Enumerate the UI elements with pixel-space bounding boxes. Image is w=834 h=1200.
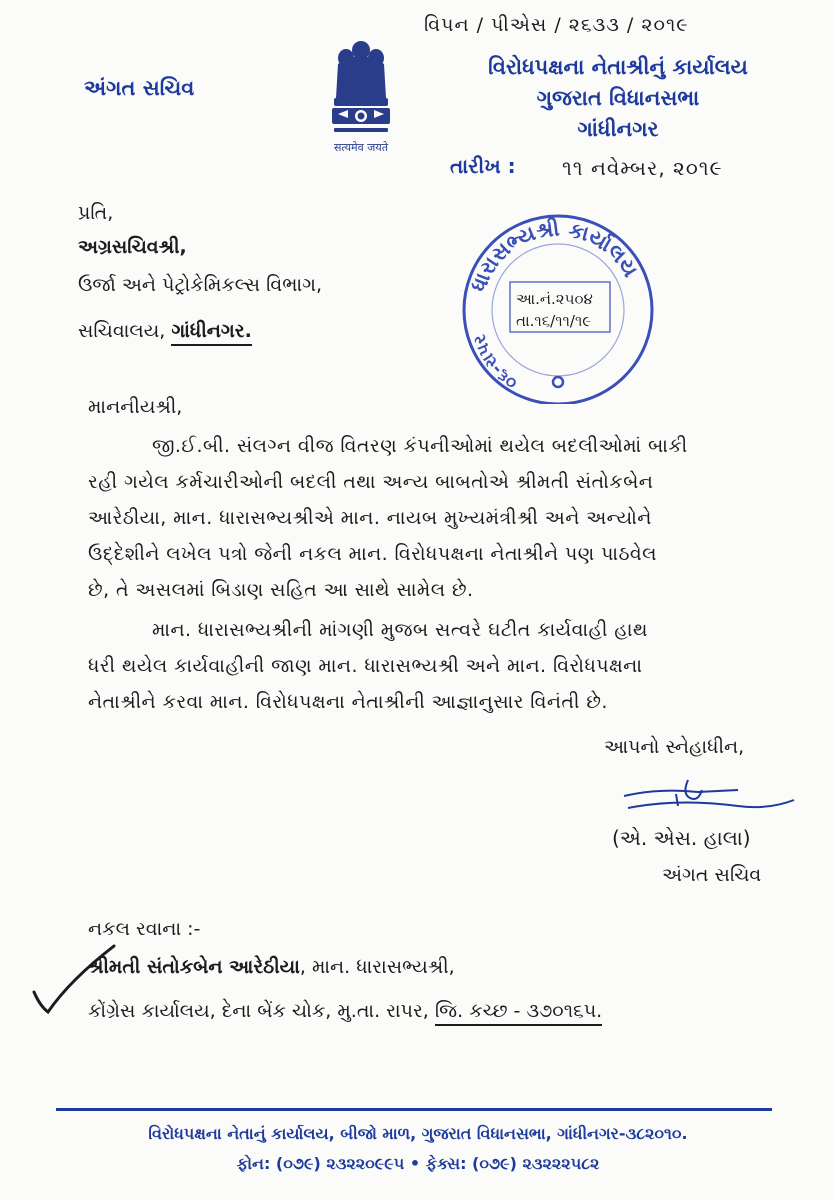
- copy-recipient-title: , માન. ધારાસભ્યશ્રી,: [299, 956, 455, 978]
- department-label: અંગત સચિવ: [84, 76, 195, 100]
- footer-address: વિરોધપક્ષના નેતાનું કાર્યાલય, બીજો માળ, ગુજરાત વિધાનસભા, ગાંધીનગર-૩૮૨૦૧૦.: [148, 1124, 688, 1143]
- copy-recipient-name: શ્રીમતી સંતોકબેન આરેઠીયા: [88, 956, 300, 978]
- svg-text:ધારાસભ્યશ્રી કાર્યાલય: [466, 216, 643, 294]
- paragraph-line: રહી ગયેલ કર્મચારીઓની બદલી તથા અન્ય બાબતોએ શ્રીમતી સંતોકબેન: [88, 471, 654, 493]
- footer-contact: ફોન: (૦૭૯) ૨૩૨૨૦૯૯૫ • ફેક્સ: (૦૭૯) ૨૩૨૨૨૫૮૨: [236, 1154, 600, 1173]
- copy-address-line: કોંગ્રેસ કાર્યાલય, દેના બેંક ચોક, મુ.તા. રાપર,: [88, 1000, 435, 1022]
- body-paragraph-2: [88, 612, 778, 720]
- addressee-city: ગાંધીનગર.: [171, 320, 251, 346]
- signer-name: (એ. એસ. હાલા): [612, 826, 751, 850]
- stamp-side-text: ૦૬-રાપર: [469, 332, 522, 394]
- addressee-to: પ્રતિ,: [78, 202, 114, 224]
- office-heading: [448, 52, 788, 145]
- copy-recipient: [88, 956, 455, 978]
- copy-address: [88, 1000, 602, 1022]
- svg-text:૦૬-રાપર: [470, 332, 522, 393]
- addressee-title: અગ્રસચિવશ્રી,: [78, 236, 187, 258]
- footer-divider: [56, 1108, 772, 1111]
- inward-stamp: [454, 212, 662, 404]
- stamp-seal-icon: [454, 212, 662, 404]
- office-title: વિરોધપક્ષના નેતાશ્રીનું કાર્યાલય: [488, 55, 748, 79]
- copy-label: નકલ રવાના :-: [88, 918, 201, 940]
- addressee-location-prefix: સચિવાલય,: [78, 320, 172, 342]
- ashoka-lion-icon: [318, 38, 404, 138]
- paragraph-line: ઉદ્દેશીને લખેલ પત્રો જેની નકલ માન. વિરોધપક્ષના નેતાશ્રીને પણ પાઠવેલ: [88, 543, 657, 565]
- office-assembly: ગુજરાત વિધાનસભા: [536, 86, 700, 110]
- addressee-location: [78, 320, 252, 342]
- stamp-inward-no: આ.નં.૨૫૦૪: [516, 290, 593, 308]
- reference-number: વિપન / પીએસ / ૨૬૩૩ / ૨૦૧૯: [424, 14, 689, 36]
- date-label: તારીખ :: [450, 154, 516, 178]
- office-city: ગાંધીનગર: [577, 117, 659, 141]
- stamp-inward-date: તા.૧૬/૧૧/૧૯: [516, 312, 592, 330]
- paragraph-line: જી.ઈ.બી. સંલગ્ન વીજ વિતરણ કંપનીઓમાં થયેલ બદલીઓમાં બાકી: [152, 435, 688, 457]
- signer-title: અંગત સચિવ: [662, 864, 762, 886]
- addressee-department: ઉર્જા અને પેટ્રોકેમિકલ્સ વિભાગ,: [78, 274, 323, 296]
- signature: [618, 776, 798, 826]
- paragraph-line: માન. ધારાસભ્યશ્રીની માંગણી મુજબ સત્વરે ઘટીત કાર્યવાહી હાથ: [152, 619, 648, 641]
- national-emblem: [318, 38, 404, 166]
- closing: આપનો સ્નેહાધીન,: [604, 736, 745, 758]
- salutation: માનનીયશ્રી,: [88, 396, 183, 418]
- copy-district: જિ. કચ્છ - ૩૭૦૧૬૫.: [435, 1000, 602, 1026]
- paragraph-line: આરેઠીયા, માન. ધારાસભ્યશ્રીએ માન. નાયબ મુખ્યમંત્રીશ્રી અને અન્યોને: [88, 507, 652, 529]
- paragraph-line: નેતાશ્રીને કરવા માન. વિરોધપક્ષના નેતાશ્રીની આજ્ઞાનુસાર વિનંતી છે.: [88, 691, 608, 713]
- stamp-ring-text: ધારાસભ્યશ્રી કાર્યાલય: [466, 216, 643, 295]
- signature-scribble-icon: [618, 776, 798, 826]
- paragraph-line: ધરી થયેલ કાર્યવાહીની જાણ માન. ધારાસભ્યશ્રી અને માન. વિરોધપક્ષના: [88, 655, 643, 677]
- date-value: ૧૧ નવેમ્બર, ૨૦૧૯: [562, 156, 723, 180]
- body-paragraph-1: [88, 428, 778, 608]
- paragraph-line: છે, તે અસલમાં બિડાણ સહિત આ સાથે સામેલ છે.: [88, 579, 474, 601]
- emblem-motto: सत्यमेव जयते: [333, 141, 388, 154]
